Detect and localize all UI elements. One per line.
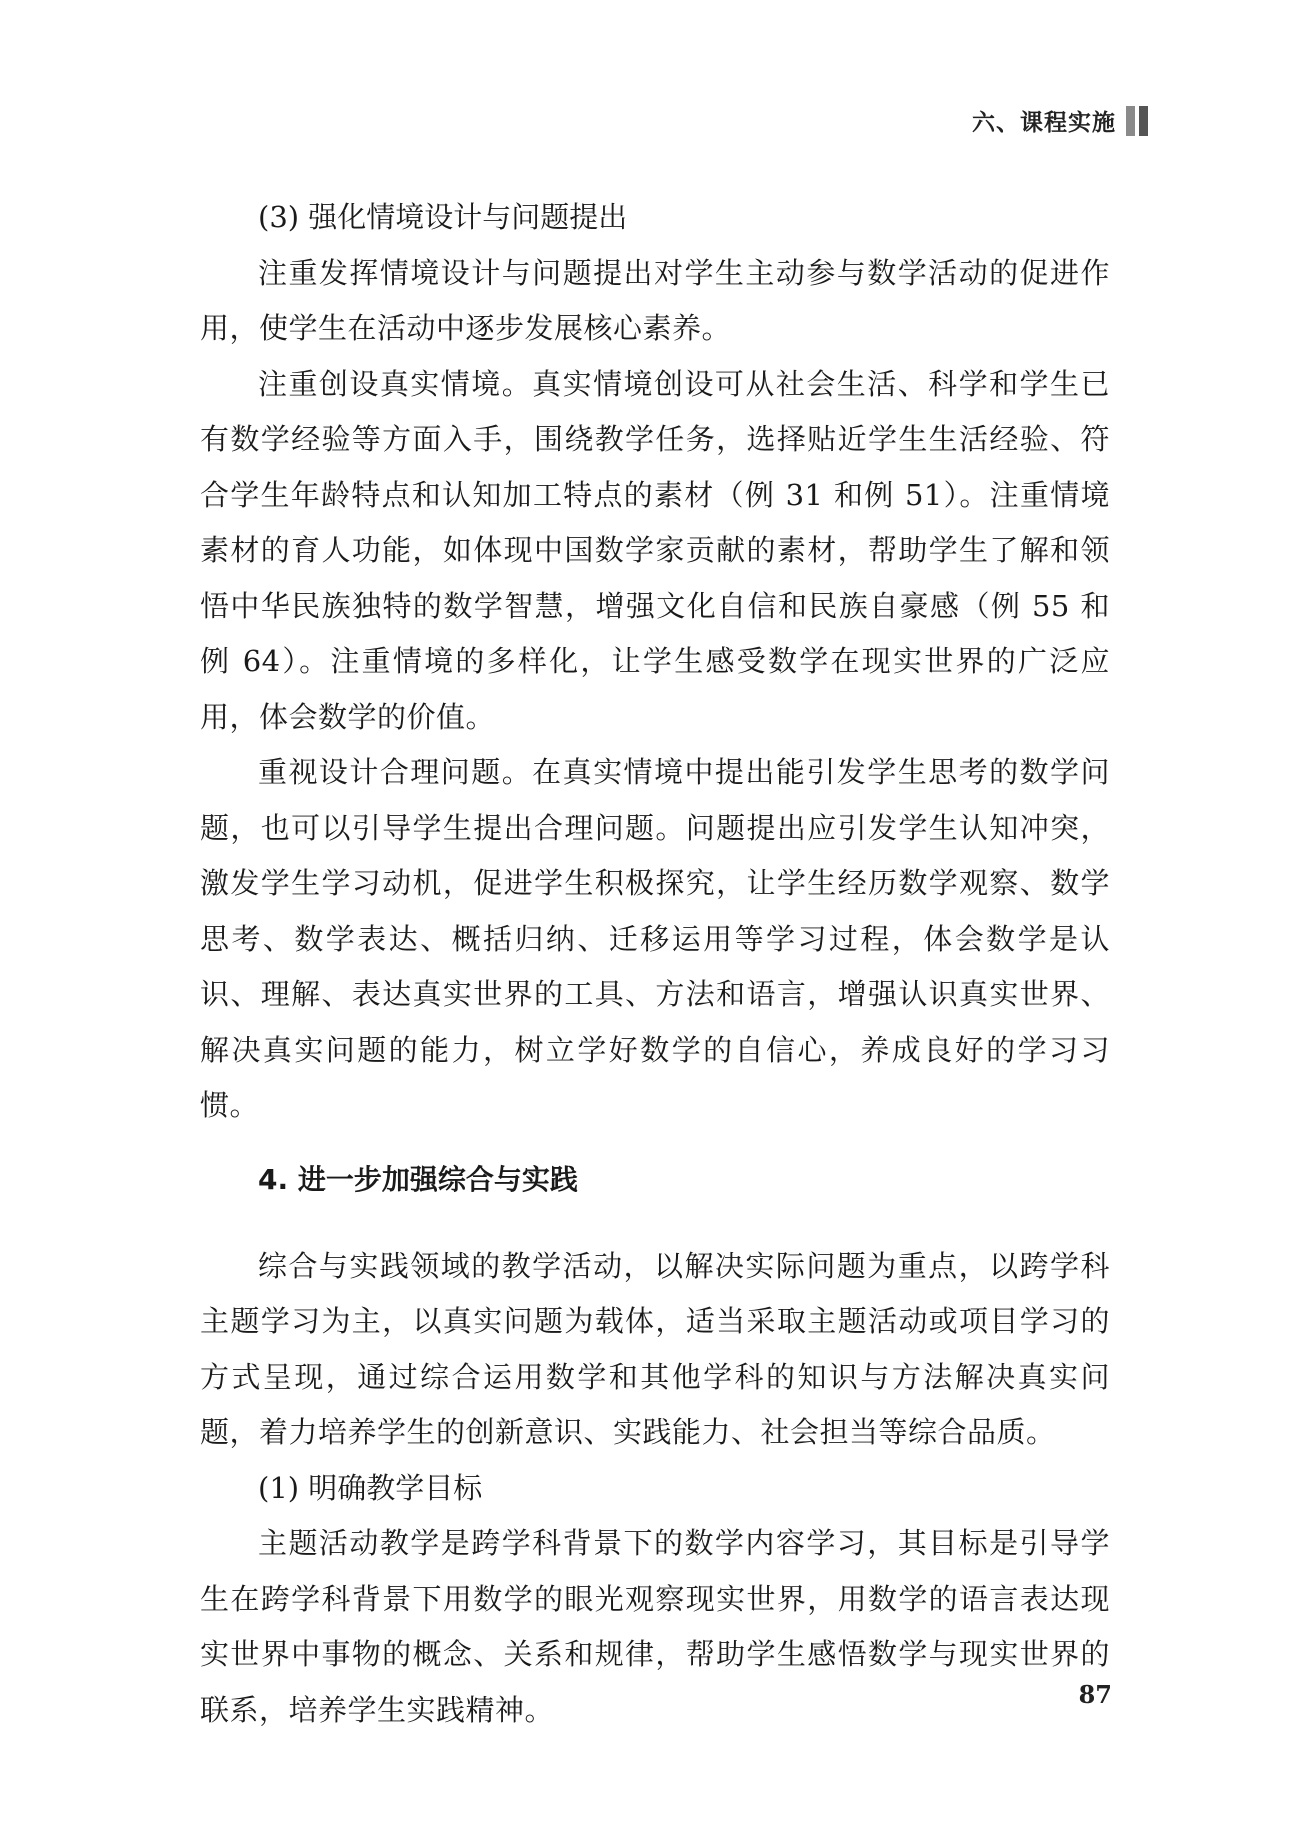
page-number: 87 (1078, 1680, 1112, 1709)
subheading-3: (3) 强化情境设计与问题提出 (258, 200, 628, 234)
running-header-title: 六、课程实施 (972, 110, 1116, 136)
header-bar-light (1126, 106, 1135, 136)
section-heading-4: 4. 进一步加强综合与实践 (258, 1162, 578, 1196)
paragraph-1: 注重发挥情境设计与问题提出对学生主动参与数学活动的促进作用，使学生在活动中逐步发展核心素养。 (200, 255, 1110, 345)
paragraph-2: 注重创设真实情境。真实情境创设可从社会生活、科学和学生已有数学经验等方面入手，围绕教学任务，选择贴近学生生活经验、符合学生年龄特点和认知加工特点的素材（例 31 和例 51）。注重情境素材的育人功能，如体现中国数学家贡献的素材，帮助学生了解和领悟中华民族独特的数学智慧，增强文化自信和民族自豪感（例 55 和例 64）。注重情境的多样化，让学生感受数学在现实世界的广泛应用，体会数学的价值。 (200, 366, 1110, 734)
subheading-1: (1) 明确教学目标 (258, 1470, 483, 1505)
running-header (972, 104, 1148, 137)
paragraph-4: 综合与实践领域的教学活动，以解决实际问题为重点，以跨学科主题学习为主，以真实问题为载体，适当采取主题活动或项目学习的方式呈现，通过综合运用数学和其他学科的知识与方法解决真实问题，着力培养学生的创新意识、实践能力、社会担当等综合品质。 (200, 1248, 1110, 1449)
header-bar-ornament (1126, 106, 1148, 136)
paragraph-3: 重视设计合理问题。在真实情境中提出能引发学生思考的数学问题，也可以引导学生提出合理问题。问题提出应引发学生认知冲突，激发学生学习动机，促进学生积极探究，让学生经历数学观察、数学思考、数学表达、概括归纳、迁移运用等学习过程，体会数学是认识、理解、表达真实世界的工具、方法和语言，增强认识真实世界、解决真实问题的能力，树立学好数学的自信心，养成良好的学习习惯。 (200, 755, 1110, 1122)
page-body (200, 190, 1110, 1738)
paragraph-5: 主题活动教学是跨学科背景下的数学内容学习，其目标是引导学生在跨学科背景下用数学的眼光观察现实世界，用数学的语言表达现实世界中事物的概念、关系和规律，帮助学生感悟数学与现实世界的联系，培养学生实践精神。 (200, 1526, 1110, 1727)
header-bar-dark (1139, 106, 1148, 136)
